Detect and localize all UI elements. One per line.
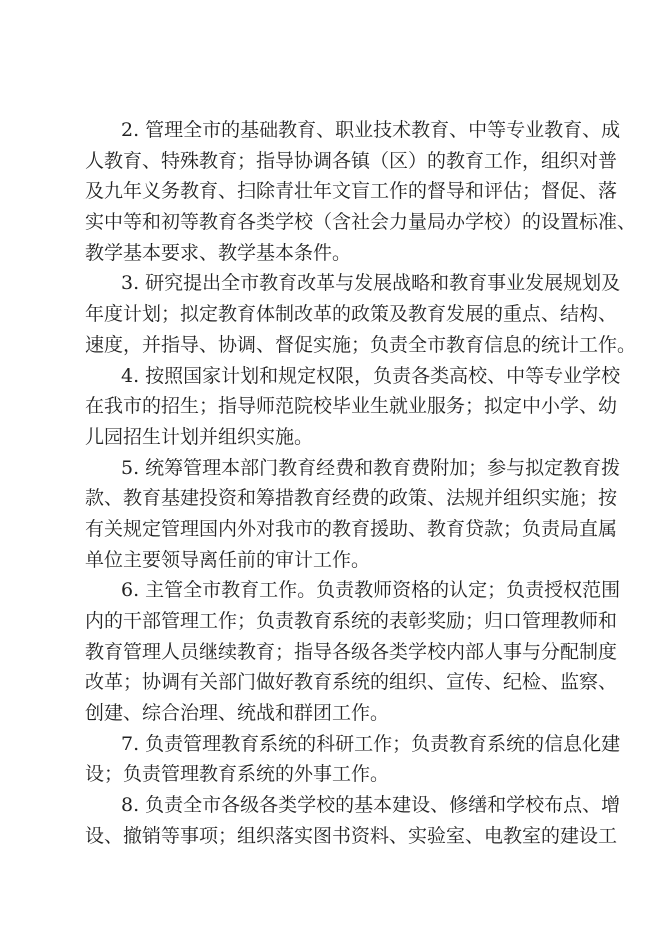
paragraph-item-4: [85, 361, 621, 453]
text-line: 3. 研究提出全市教育改革与发展战略和教育事业发展规划及: [121, 272, 621, 295]
paragraph-item-2: [85, 115, 637, 268]
text-line: 实中等和初等教育各类学校（含社会力量局办学校）的设置标准、: [85, 211, 637, 234]
text-line: 有关规定管理国内外对我市的教育援助、教育贷款；负责局直属: [85, 517, 618, 540]
text-line: 6. 主管全市教育工作。负责教师资格的认定；负责授权范围: [121, 579, 621, 602]
text-line: 内的干部管理工作；负责教育系统的表彰奖励；归口管理教师和: [85, 610, 618, 632]
paragraph-item-7: [85, 729, 621, 790]
text-line: 速度，并指导、协调、督促实施；负责全市教育信息的统计工作。: [85, 333, 637, 356]
paragraph-item-6: [85, 575, 621, 728]
paragraph-item-8: [85, 790, 621, 851]
text-line: 在我市的招生；指导师范院校毕业生就业服务；拟定中小学、幼: [85, 395, 618, 418]
text-line: 8. 负责全市各级各类学校的基本建设、修缮和学校布点、增: [121, 794, 621, 817]
text-line: 改革；协调有关部门做好教育系统的组织、宣传、纪检、监察、: [85, 671, 618, 694]
text-line: 2. 管理全市的基础教育、职业技术教育、中等专业教育、成: [121, 119, 621, 141]
text-line: 创建、综合治理、统战和群团工作。: [85, 702, 390, 725]
text-line: 人教育、特殊教育；指导协调各镇（区）的教育工作，组织对普: [85, 149, 618, 172]
text-line: 5. 统筹管理本部门教育经费和教育费附加；参与拟定教育拨: [121, 456, 621, 479]
text-line: 单位主要领导离任前的审计工作。: [85, 548, 371, 571]
text-line: 设；负责管理教育系统的外事工作。: [85, 763, 390, 786]
text-line: 4. 按照国家计划和规定权限，负责各类高校、中等专业学校: [121, 364, 621, 387]
text-line: 及九年义务教育、扫除青壮年文盲工作的督导和评估；督促、落: [85, 180, 618, 203]
paragraph-item-3: [85, 268, 637, 360]
text-line: 教育管理人员继续教育；指导各级各类学校内部人事与分配制度: [85, 640, 618, 663]
text-line: 7. 负责管理教育系统的科研工作；负责教育系统的信息化建: [121, 732, 621, 755]
text-line: 设、撤销等事项；组织落实图书资料、实验室、电教室的建设工: [85, 824, 618, 847]
paragraph-item-5: [85, 453, 621, 576]
text-line: 教学基本要求、教学基本条件。: [85, 241, 352, 264]
text-line: 年度计划；拟定教育体制改革的政策及教育发展的重点、结构、: [85, 303, 618, 326]
text-line: 款、教育基建投资和筹措教育经费的政策、法规并组织实施；按: [85, 487, 618, 510]
text-line: 儿园招生计划并组织实施。: [85, 425, 314, 448]
document-page: [85, 115, 637, 852]
